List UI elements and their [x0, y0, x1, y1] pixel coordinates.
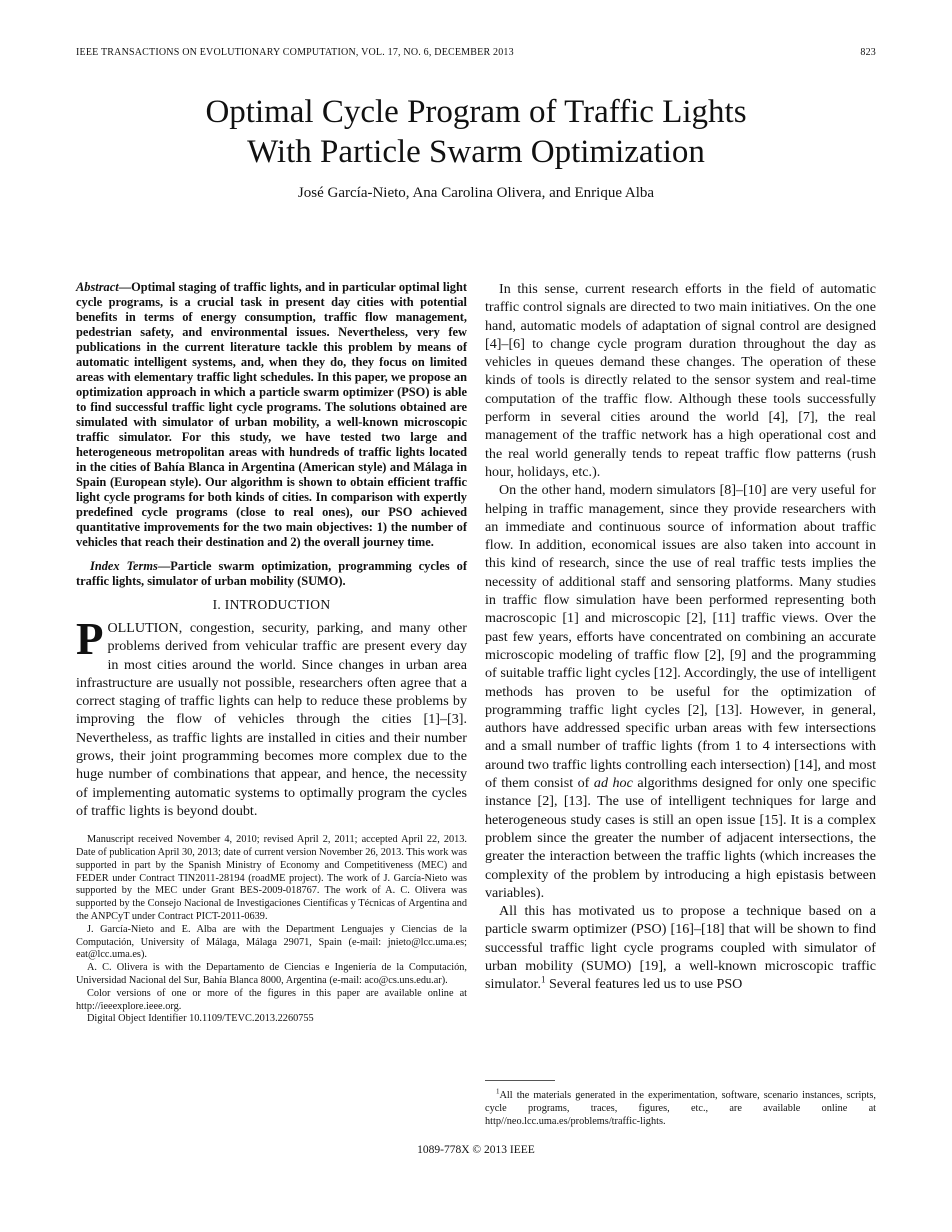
intro-paragraph — [76, 614, 467, 820]
author-list: José García-Nieto, Ana Carolina Olivera, and Enrique Alba — [297, 185, 655, 201]
footnote-rule — [485, 1080, 555, 1081]
intro-text: , congestion, security, parking, and many other problems derived from vehicular traffic are present every day in most cities around the world. Since changes in urban area infrastructure are usually not possible, researchers often agree that a correct staging of traffic lights can help to reduce these problems by improving the flow of vehicles through the cities [1]–[3]. Nevertheless, as traffic lights are installed in cities and their number grows, their joint programming becomes more complex due to the huge number of combinations that appear, and hence, the necessity of implementing automatic systems to optimally program the cycles of traffic lights is beyond doubt. — [76, 620, 467, 819]
index-terms-text: —Particle swarm optimization, programming cycles of traffic lights, simulator of urban mobility (SUMO). — [76, 559, 467, 588]
abstract-lead: Abstract — [76, 280, 119, 294]
title-line-1: Optimal Cycle Program of Traffic Lights — [205, 94, 747, 130]
para3-after: Several features led us to use PSO — [545, 976, 743, 993]
para2-after: algorithms designed for only one specific instance [2], [13]. The use of intelligent techniques for large and heterogeneous study cases is still an open issue [15]. It is a complex problem since the greater the number of adjacent intersections, the greater the interaction between the traffic lights (which increases the complexity of the problem by introducing a high epistasis between variables). — [485, 775, 877, 901]
body-paragraph-2 — [485, 481, 876, 902]
footnote-doi: Digital Object Identifier 10.1109/TEVC.2013.2260755 — [87, 1013, 314, 1025]
left-column — [76, 280, 467, 1026]
abstract — [76, 280, 467, 550]
title-line-2: With Particle Swarm Optimization — [247, 134, 705, 170]
footnote-materials-text: All the materials generated in the experimentation, software, scenario instances, scripts, cycle programs, traces, figures, etc., are available online at http//neo.lcc.uma.es/problems/traffic-lights. — [485, 1090, 876, 1127]
footnotes-left — [76, 834, 467, 1026]
running-header — [76, 47, 876, 58]
body-paragraph-1: In this sense, current research efforts in the field of automatic traffic control signals are directed to two main initiatives. On the one hand, automatic models of adaptation of signal control are designed [4]–[6] to change cycle program duration throughout the day as vehicles in queues demand these changes. The operation of these kinds of tools is directly related to the sensor system and real-time computation of the traffic flow. Although these tools successfully perform in several cities around the world [4], [7], the real management of the traffic network has a high operational cost and the real world generally tends to repeat traffic flow patterns (rush hour, holidays, etc.). — [485, 281, 876, 480]
footnote-affiliation-1: J. García-Nieto and E. Alba are with the Department Lenguajes y Ciencias de la Computación, University of Málaga, Málaga 29071, Spain (e-mail: jnieto@lcc.uma.es; eat@lcc.uma.es). — [76, 923, 467, 961]
body-paragraph-3 — [485, 902, 876, 993]
intro-caps: OLLUTION — [107, 620, 179, 636]
footnote-affiliation-2: A. C. Olivera is with the Departamento de Ciencias e Ingeniería de la Computación, Universidad Nacional del Sur, Bahía Blanca 8000, Argentina (e-mail: aco@cs.uns.edu.ar). — [76, 962, 467, 987]
index-terms-lead: Index Terms — [90, 559, 158, 573]
section-title-rest: NTRODUCTION — [229, 597, 331, 612]
footnote-manuscript: Manuscript received November 4, 2010; revised April 2, 2011; accepted April 22, 2013. Date of publication April 30, 2013; date of current version November 26, 2013. This work was supported in part by the Spanish Ministry of Economy and Competitiveness (MEC) and FEDER under Contract TIN2011-28194 (roadME project). The work of J. García-Nieto was supported by the MEC under Grant BES-2009-018767. The work of A. C. Olivera was supported by the Consejo Nacional de Investigaciones Científicas y Técnicas of Argentina and the ANPCyT under Contract PICT-2011-0639. — [76, 834, 467, 923]
footnote-marker: 1 — [540, 974, 546, 985]
drop-cap: P — [76, 614, 104, 664]
section-heading-introduction — [76, 597, 467, 613]
paper-title — [60, 92, 892, 172]
para2-italic: ad hoc — [593, 775, 633, 792]
footnote-materials — [485, 1087, 876, 1128]
para3-text: All this has motivated us to propose a technique based on a particle swarm optimizer (PSO) [16]–[18] that will be shown to find successful traffic light cycle programs coupled with simulator of urban mobility (SUMO) [19], a well-known microscopic traffic simulator. — [485, 903, 876, 993]
section-first-letter: I — [224, 597, 230, 612]
section-numeral: I. — [212, 597, 225, 612]
index-terms — [76, 559, 467, 589]
journal-name: IEEE TRANSACTIONS ON EVOLUTIONARY COMPUTATION, VOL. 17, NO. 6, DECEMBER 2013 — [76, 47, 514, 58]
para2-before: On the other hand, modern simulators [8]–[10] are very useful for helping in traffic management, since they provide researchers with an immediate and continuous source of information about traffic flow. In addition, economical issues are also taken into account in this kind of research, since the use of real traffic tests implies the necessity of additional staff and sensoring platforms. Many studies in traffic flow simulation have been performed representing both macroscopic [1] and microscopic [2], [11] traffic views. Over the past few years, efforts have concentrated on combining an accurate microscopic modeling of traffic flow [2], [9] and the programming of suitable traffic light cycles [12]. Accordingly, the use of intelligent methods has proven to be useful for the optimization of programming traffic light cycles [2], [13]. However, in general, authors have addressed specific urban areas with few intersections and a small number of traffic lights (from 1 to 4 intersections with around two traffic lights controlling each intersection) [14], and most of them consist of — [485, 482, 876, 792]
abstract-text: —Optimal staging of traffic lights, and in particular optimal light cycle programs, is a crucial task in present day cities with potential benefits in terms of energy consumption, traffic flow management, pedestrian safety, and environmental issues. Nevertheless, very few publications in the current literature tackle this problem by means of automatic intelligent systems, and, when they do, they focus on limited areas with elementary traffic light schedules. In this paper, we propose an optimization approach in which a particle swarm optimizer (PSO) is able to find successful traffic light cycle programs. The solutions obtained are simulated with simulator of urban mobility, a well-known microscopic traffic simulator. For this study, we have tested two large and heterogeneous metropolitan areas with hundreds of traffic lights located in the cities of Bahía Blanca in Argentina (American style) and Málaga in Spain (European style). Our algorithm is shown to obtain efficient traffic light cycle programs for both kinds of cities. In comparison with expertly predefined cycle programs (close to real ones), our PSO achieved quantitative improvements for the two main objectives: 1) the number of vehicles that reach their destination and 2) the overall journey time. — [76, 280, 467, 549]
right-column — [485, 280, 876, 994]
footnote-number: 1 — [496, 1087, 500, 1096]
page-number: 823 — [860, 47, 876, 58]
footnote-color-versions: Color versions of one or more of the figures in this paper are available online at http://ieeexplore.ieee.org. — [76, 987, 467, 1012]
copyright-line: 1089-778X © 2013 IEEE — [417, 1144, 535, 1156]
